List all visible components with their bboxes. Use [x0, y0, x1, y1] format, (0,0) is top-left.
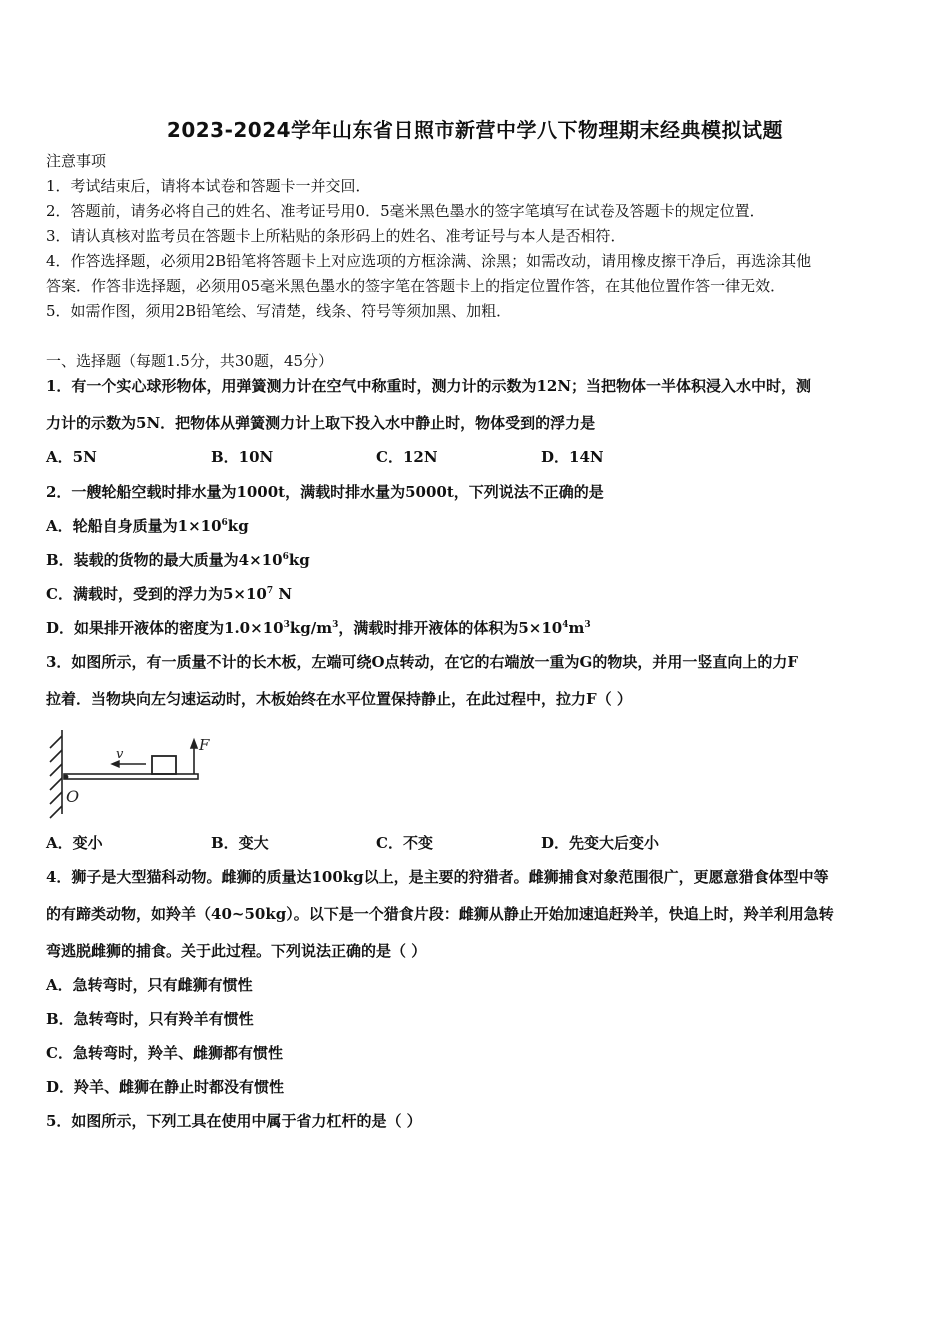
lever-diagram [46, 726, 210, 818]
question-4-option-c: C．急转弯时，羚羊、雌狮都有惯性 [46, 1044, 283, 1062]
notice-item: 3．请认真核对监考员在答题卡上所粘贴的条形码上的姓名、准考证号与本人是否相符． [46, 227, 626, 245]
question-2-option-a [46, 516, 249, 536]
force-arrow [191, 740, 197, 774]
notice-item: 5．如需作图，须用2B铅笔绘、写清楚，线条、符号等须加黑、加粗． [46, 302, 512, 320]
option-text: kg/m [289, 619, 333, 637]
notice-item: 4．作答选择题，必须用2B铅笔将答题卡上对应选项的方框涂满、涂黑；如需改动，请用橡皮擦干净后，再选涂其他 [46, 252, 812, 270]
option-text: kg [227, 517, 249, 535]
question-2-option-d [46, 618, 591, 638]
question-4-option-b: B．急转弯时，只有羚羊有惯性 [46, 1010, 254, 1028]
question-4-option-a: A．急转弯时，只有雌狮有惯性 [46, 976, 253, 994]
exponent: 4 [562, 620, 569, 630]
question-2-option-b [46, 550, 310, 570]
velocity-label: v [116, 747, 124, 762]
question-2-option-c [46, 584, 292, 604]
option-text: kg [288, 551, 310, 569]
question-5-stem: 5．如图所示，下列工具在使用中属于省力杠杆的是（ ） [46, 1112, 422, 1130]
option-text: B．装载的货物的最大质量为4×10 [46, 551, 283, 569]
option-text: m [568, 619, 585, 637]
option-text: ，满载时排开液体的体积为5×10 [338, 619, 563, 637]
notice-item: 1．考试结束后，请将本试卷和答题卡一并交回． [46, 177, 371, 195]
notice-item: 2．答题前，请务必将自己的姓名、准考证号用0．5毫米黑色墨水的签字笔填写在试卷及答题卡的规定位置． [46, 202, 765, 220]
question-3-option-d: D．先变大后变小 [541, 834, 660, 852]
exponent: 6 [282, 552, 289, 562]
pivot-label: O [66, 787, 80, 806]
exponent: 7 [266, 586, 274, 596]
question-3-stem: 3．如图所示，有一质量不计的长木板，左端可绕O点转动，在它的右端放一重为G的物块，并用一竖直向上的力F [46, 653, 798, 671]
question-3-option-b: B．变大 [211, 834, 269, 852]
question-4-stem: 弯逃脱雌狮的捕食。关于此过程。下列说法正确的是（ ） [46, 942, 427, 960]
exponent: 6 [221, 518, 228, 528]
pivot-point [64, 775, 69, 780]
question-3-option-c: C．不变 [376, 834, 433, 852]
question-4-stem: 4．狮子是大型猫科动物。雌狮的质量达100kg以上，是主要的狩猎者。雌狮捕食对象范围很广，更愿意猎食体型中等 [46, 868, 829, 886]
exponent: 3 [584, 620, 591, 630]
block [152, 756, 176, 774]
question-4-stem: 的有蹄类动物，如羚羊（40~50kg）。以下是一个猎食片段：雌狮从静止开始加速追赶羚羊，快追上时，羚羊利用急转 [46, 905, 834, 923]
wall [50, 730, 62, 818]
question-1-option-c: C．12N [376, 448, 438, 466]
question-4-option-d: D．羚羊、雌狮在静止时都没有惯性 [46, 1078, 285, 1096]
exponent: 3 [332, 620, 339, 630]
option-text: A．轮船自身质量为1×10 [46, 517, 222, 535]
question-1-stem: 1．有一个实心球形物体，用弹簧测力计在空气中称重时，测力计的示数为12N；当把物体一半体积浸入水中时，测 [46, 377, 812, 395]
page-title: 2023-2024学年山东省日照市新营中学八下物理期末经典模拟试题 [166, 118, 784, 142]
question-1-option-b: B．10N [211, 448, 274, 466]
option-text: D．如果排开液体的密度为1.0×10 [46, 619, 284, 637]
option-text: N [273, 585, 293, 603]
option-text: C．满载时，受到的浮力为5×10 [46, 585, 267, 603]
plank [64, 774, 198, 779]
question-3-option-a: A．变小 [46, 834, 103, 852]
question-3-stem: 拉着．当物块向左匀速运动时，木板始终在水平位置保持静止，在此过程中，拉力F（ ） [46, 690, 632, 708]
question-2-stem: 2．一艘轮船空载时排水量为1000t，满载时排水量为5000t，下列说法不正确的是 [46, 483, 604, 501]
question-1-option-d: D．14N [541, 448, 604, 466]
notice-heading: 注意事项 [46, 152, 107, 170]
section-heading: 一、选择题（每题1.5分，共30题，45分） [46, 352, 334, 370]
notice-item: 答案．作答非选择题，必须用05毫米黑色墨水的签字笔在答题卡上的指定位置作答，在其他位置作答一律无效． [46, 277, 786, 295]
force-label: F [199, 736, 210, 754]
question-1-stem: 力计的示数为5N．把物体从弹簧测力计上取下投入水中静止时，物体受到的浮力是 [46, 414, 596, 432]
question-1-option-a: A．5N [46, 448, 97, 466]
exponent: 3 [283, 620, 290, 630]
